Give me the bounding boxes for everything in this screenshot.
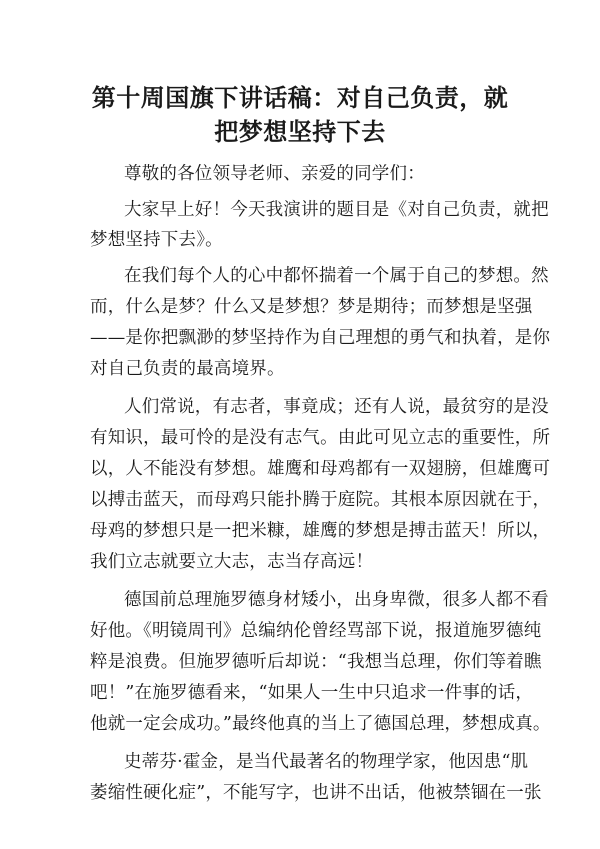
paragraph-line: 大家早上好！今天我演讲的题目是《对自己负责，就把 <box>124 200 549 220</box>
paragraph-line: 粹是浪费。但施罗德听后却说：“我想当总理，你们等着瞧 <box>90 652 542 672</box>
paragraph-line: 他就一定会成功。”最终他真的当上了德国总理，梦想成真。 <box>90 714 551 734</box>
paragraph-line: 而，什么是梦？什么又是梦想？梦是期待；而梦想是坚强 <box>90 297 533 317</box>
paragraph-line: 史蒂芬·霍金，是当代最著名的物理学家，他因患“肌 <box>124 752 529 772</box>
paragraph-line: 母鸡的梦想只是一把米糠，雄鹰的梦想是搏击蓝天！所以， <box>90 521 551 541</box>
paragraph-line: 德国前总理施罗德身材矮小，出身卑微，很多人都不看 <box>124 590 549 610</box>
document-title-line-2: 把梦想坚持下去 <box>214 117 386 146</box>
paragraph-line: 梦想坚持下去》。 <box>90 230 223 250</box>
document-title-line-1: 第十周国旗下讲话稿：对自己负责，就 <box>91 83 509 112</box>
paragraph-line: 吧！”在施罗德看来，“如果人一生中只追求一件事的话， <box>90 683 534 703</box>
paragraph-line: 以，人不能没有梦想。雄鹰和母鸡都有一双翅膀，但雄鹰可 <box>90 459 551 479</box>
paragraph-line: 以搏击蓝天，而母鸡只能扑腾于庭院。其根本原因就在于， <box>90 490 551 510</box>
paragraph-line: 我们立志就要立大志，志当存高远！ <box>90 552 374 572</box>
paragraph-line: 有知识，最可怜的是没有志气。由此可见立志的重要性，所 <box>90 428 551 448</box>
salutation: 尊敬的各位领导老师、亲爱的同学们： <box>124 164 425 184</box>
paragraph-line: 在我们每个人的心中都怀揣着一个属于自己的梦想。然 <box>124 266 549 286</box>
paragraph-line: 萎缩性硬化症”，不能写字，也讲不出话，他被禁锢在一张 <box>90 783 542 803</box>
paragraph-line: 人们常说，有志者，事竟成；还有人说，最贫穷的是没 <box>124 397 549 417</box>
paragraph-line: 好他。《明镜周刊》总编纳伦曾经骂部下说，报道施罗德纯 <box>90 621 542 641</box>
paragraph-line: ——是你把飘渺的梦坚持作为自己理想的勇气和执着，是你 <box>90 328 551 348</box>
paragraph-line: 对自己负责的最高境界。 <box>90 359 285 379</box>
